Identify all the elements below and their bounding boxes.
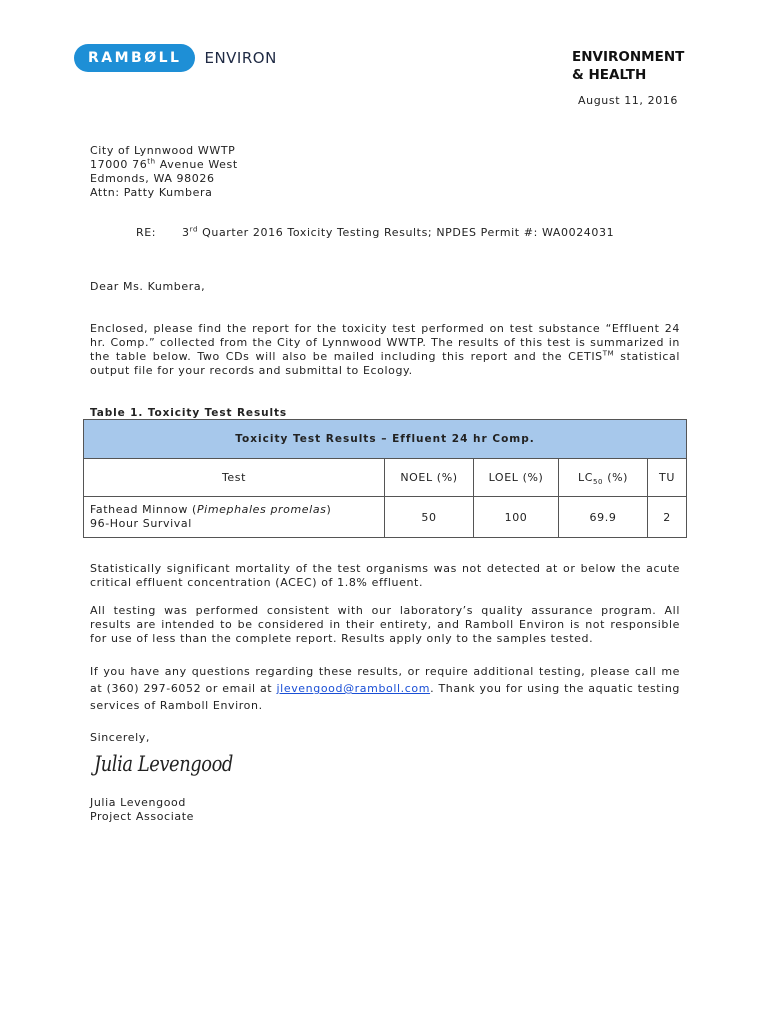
recipient-address [90, 144, 238, 200]
handwritten-signature: Julia Levengood [94, 752, 233, 776]
address-line1: City of Lynnwood WWTP [90, 144, 236, 157]
division-line1: ENVIRONMENT [572, 49, 685, 65]
subject-rest: Quarter 2016 Toxicity Testing Results; NPDES Permit #: WA0024031 [198, 226, 615, 239]
test-pre: Fathead Minnow ( [90, 503, 197, 516]
address-street: Avenue West [155, 158, 238, 171]
signer-title: Project Associate [90, 810, 194, 823]
address-line2 [90, 158, 238, 172]
subject-line [136, 226, 614, 240]
col-lc50 [559, 459, 648, 497]
col-loel: LOEL (%) [474, 459, 559, 497]
cell-lc50: 69.9 [559, 497, 648, 538]
logo-brand: RAMBØLL [74, 44, 195, 72]
paragraph-mortality: Statistically significant mortality of the test organisms was not detected at or below the acute critical effluent concentration (ACEC) of 1.8% effluent. [90, 562, 680, 589]
trademark-mark: TM [602, 349, 615, 358]
table-column-row [84, 459, 687, 497]
paragraph-enclosed-tail: statistical output file for your records and submittal to Ecology. [90, 350, 680, 377]
table-header: Toxicity Test Results – Effluent 24 hr Comp. [84, 420, 687, 459]
address-number: 17000 76 [90, 158, 148, 171]
subject-label: RE: [136, 226, 157, 239]
salutation: Dear Ms. Kumbera, [90, 280, 206, 293]
cell-noel: 50 [385, 497, 474, 538]
toxicity-results-table [83, 419, 687, 538]
paragraph-contact [90, 663, 680, 714]
table-title-row [84, 420, 687, 459]
lc-prefix: LC [577, 471, 593, 484]
col-test: Test [84, 459, 385, 497]
cell-tu: 2 [648, 497, 687, 538]
paragraph-contact-text: If you have any questions regarding these results, or require additional testing, please call me at (360) 297-6052 or email at [90, 665, 680, 695]
paragraph-enclosed-text: Enclosed, please find the report for the toxicity test performed on test substance “Effluent 24 hr. Comp.” collected from the City of Lynnwood WWTP. The results of this test is summarized in the table below. Two CDs will also be mailed including this report and the CETIS [90, 322, 680, 363]
letter-date: August 11, 2016 [578, 94, 678, 107]
test-species: Pimephales promelas [196, 503, 327, 516]
cell-test [84, 497, 385, 538]
test-duration: 96-Hour Survival [90, 517, 192, 530]
logo-suffix: ENVIRON [204, 49, 277, 67]
subject-quarter: 3 [182, 226, 190, 239]
email-link[interactable]: jlevengood@ramboll.com [276, 682, 431, 695]
subject-text [182, 226, 614, 240]
address-line3: Edmonds, WA 98026 [90, 172, 215, 185]
signer-name: Julia Levengood [90, 796, 186, 809]
lc-subscript: 50 [592, 478, 604, 487]
test-species-line [90, 503, 383, 517]
col-tu: TU [648, 459, 687, 497]
test-post: ) [326, 503, 332, 516]
company-logo [74, 44, 277, 72]
address-line4: Attn: Patty Kumbera [90, 186, 213, 199]
address-ordinal: th [147, 157, 156, 166]
paragraph-enclosed [90, 322, 680, 378]
table-caption: Table 1. Toxicity Test Results [90, 407, 288, 419]
cell-loel: 100 [474, 497, 559, 538]
subject-ordinal: rd [189, 225, 199, 234]
paragraph-qa: All testing was performed consistent with our laboratory’s quality assurance program. All results are intended to be considered in their entirety, and Ramboll Environ is not responsible for use of less than the complete report. Results apply only to the samples tested. [90, 604, 680, 645]
closing: Sincerely, [90, 731, 150, 744]
signer-block [90, 796, 194, 824]
division-label [572, 48, 684, 84]
division-line2: & HEALTH [572, 67, 647, 83]
lc-suffix: (%) [603, 471, 629, 484]
paragraph-contact-tail: . Thank you for using the aquatic testing services of Ramboll Environ. [90, 682, 681, 712]
col-noel: NOEL (%) [385, 459, 474, 497]
table-row [84, 497, 687, 538]
